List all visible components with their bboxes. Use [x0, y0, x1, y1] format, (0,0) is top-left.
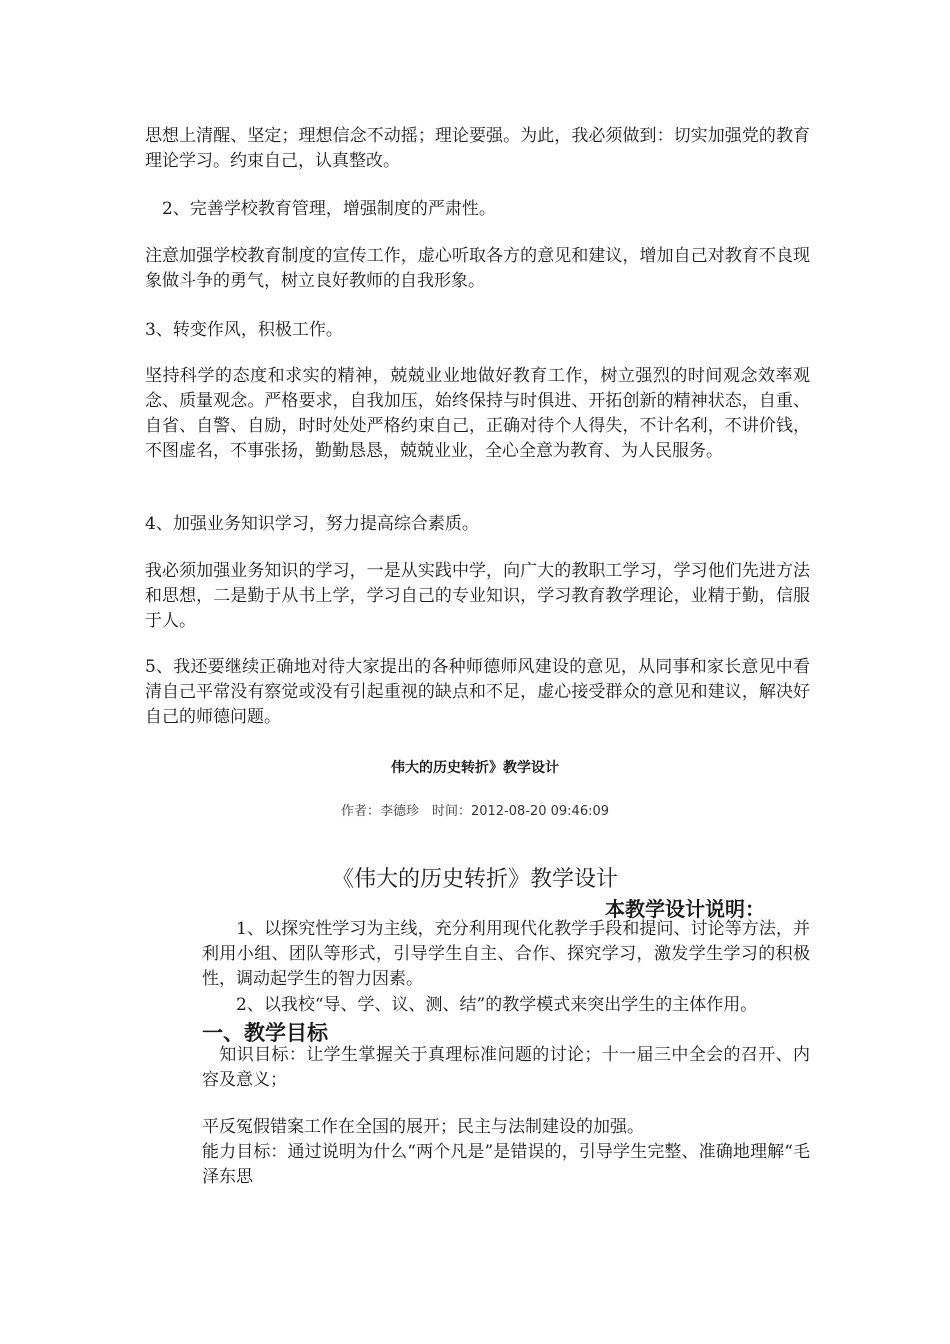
- heading-3: 3、转变作风，积极工作。: [145, 320, 343, 340]
- paragraph-5: 5、我还要继续正确地对待大家提出的各种师德师风建设的意见，从同事和家长意见中看清自己平常没有察觉或没有引起重视的缺点和不足，虚心接受群众的意见和建议，解决好自己的师德问题。: [145, 657, 810, 727]
- article-meta: 作者：李德珍 时间：2012-08-20 09:46:09: [340, 804, 610, 819]
- note-2: 2、以我校“导、学、议、测、结”的教学模式来突出学生的主体作用。: [202, 995, 758, 1015]
- note-1: 1、以探究性学习为主线，充分利用现代化教学手段和提问、讨论等方法，并利用小组、团队等形式，引导学生自主、合作、探究学习，激发学生学习的积极性，调动起学生的智力因素。: [202, 919, 810, 989]
- heading-2: 2、完善学校教育管理，增强制度的严肃性。: [145, 199, 496, 219]
- article-title: 《伟大的历史转折》教学设计: [331, 867, 618, 892]
- paragraph-1: 思想上清醒、坚定；理想信念不动摇；理论要强。为此，我必须做到：切实加强党的教育理论学习。约束自己，认真整改。: [145, 126, 810, 171]
- goal-knowledge: 知识目标：让学生掌握关于真理标准问题的讨论；十一届三中全会的召开、内容及意义；: [202, 1045, 810, 1090]
- paragraph-3: 坚持科学的态度和求实的精神，兢兢业业地做好教育工作，树立强烈的时间观念效率观念、质量观念。严格要求，自我加压，始终保持与时俱进、开拓创新的精神状态，自重、自省、自警、自励，时时处处严格约束自己，正确对待个人得失，不计名利，不讲价钱，不图虚名，不事张扬，勤勤恳恳，兢兢业业，全心全意为教育、为人民服务。: [145, 366, 810, 461]
- goal-ability: 能力目标：通过说明为什么“两个凡是”是错误的，引导学生完整、准确地理解“毛泽东思: [202, 1142, 810, 1187]
- paragraph-4: 我必须加强业务知识的学习，一是从实践中学，向广大的教职工学习，学习他们先进方法和思想，二是勤于从书上学，学习自己的专业知识，学习教育教学理论，业精于勤，信服于人。: [145, 561, 810, 631]
- section-heading-goals: 一、教学目标: [202, 1021, 328, 1045]
- paragraph-2: 注意加强学校教育制度的宣传工作，虚心听取各方的意见和建议，增加自己对教育不良现象做斗争的勇气，树立良好教师的自我形象。: [145, 246, 810, 291]
- design-note-heading: 本教学设计说明：: [605, 897, 765, 921]
- article-small-title: 伟大的历史转折》教学设计: [391, 760, 559, 776]
- heading-4: 4、加强业务知识学习，努力提高综合素质。: [145, 514, 479, 534]
- goal-knowledge-cont: 平反冤假错案工作在全国的展开；民主与法制建设的加强。: [202, 1117, 644, 1137]
